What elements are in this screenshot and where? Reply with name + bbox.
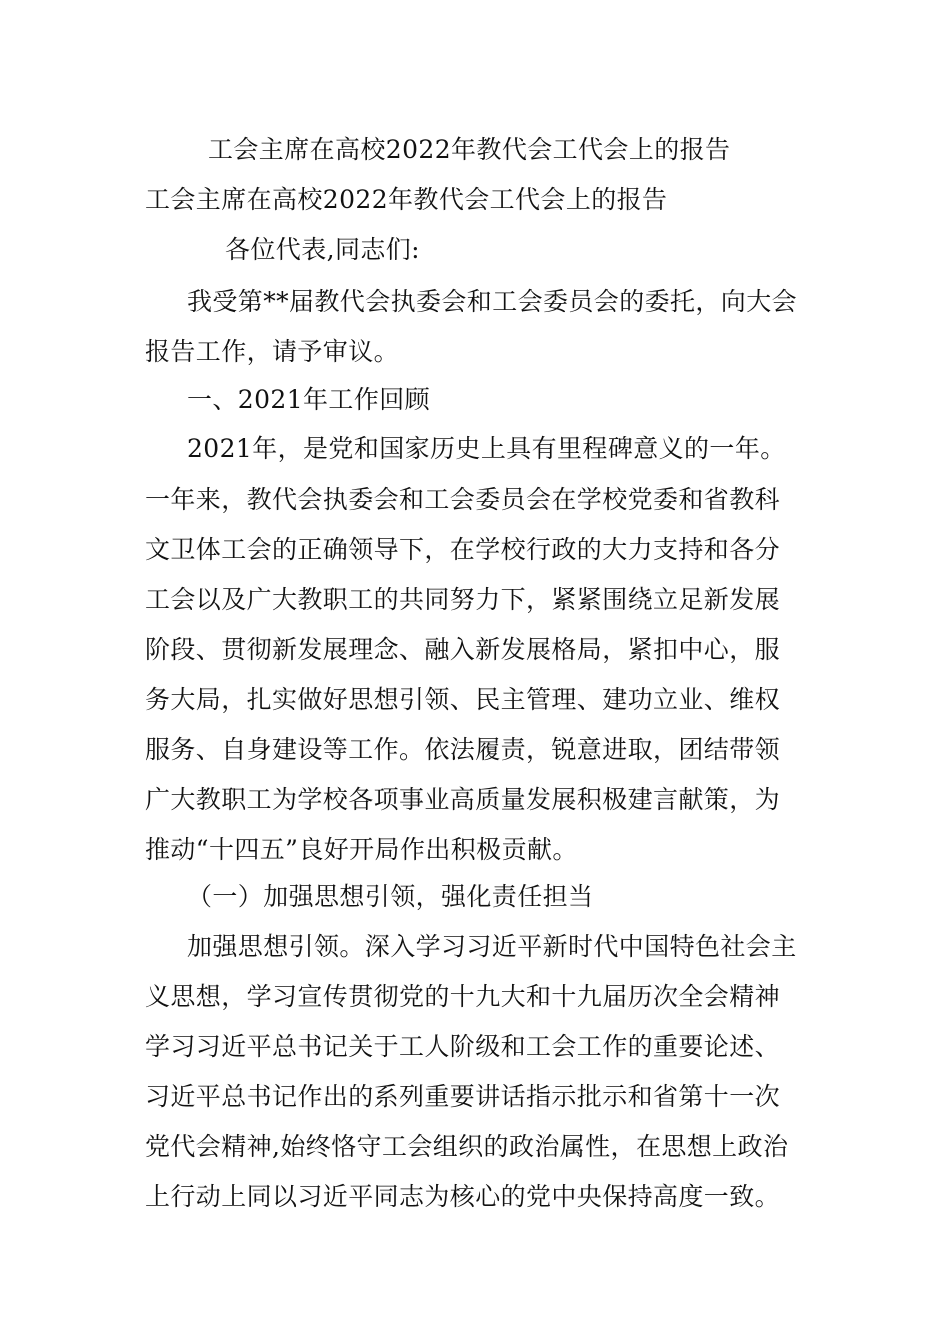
body-line: 工会以及广大教职工的共同努力下，紧紧围绕立足新发展 — [145, 585, 781, 614]
section-heading: 一、2021年工作回顾 — [187, 385, 431, 414]
body-line: 习近平总书记作出的系列重要讲话指示批示和省第十一次 — [145, 1082, 781, 1111]
body-line: 报告工作，请予审议。 — [145, 337, 400, 366]
body-line: 文卫体工会的正确领导下，在学校行政的大力支持和各分 — [145, 535, 781, 564]
body-line: 2021年，是党和国家历史上具有里程碑意义的一年。 — [187, 434, 786, 463]
body-line: 党代会精神,始终恪守工会组织的政治属性，在思想上政治 — [145, 1132, 789, 1161]
body-line: 义思想，学习宣传贯彻党的十九大和十九届历次全会精神 — [145, 982, 781, 1011]
body-line: 推动“十四五”良好开局作出积极贡献。 — [145, 835, 578, 864]
body-line: 我受第**届教代会执委会和工会委员会的委托，向大会 — [187, 287, 798, 316]
body-line: 广大教职工为学校各项事业高质量发展积极建言献策，为 — [145, 785, 781, 814]
body-line: 学习习近平总书记关于工人阶级和工会工作的重要论述、 — [145, 1032, 781, 1061]
document-subheading: 工会主席在高校2022年教代会工代会上的报告 — [145, 185, 668, 214]
body-line: 一年来，教代会执委会和工会委员会在学校党委和省教科 — [145, 485, 781, 514]
body-line: 务大局，扎实做好思想引领、民主管理、建功立业、维权 — [145, 685, 781, 714]
salutation: 各位代表,同志们: — [225, 235, 420, 264]
body-line: 上行动上同以习近平同志为核心的党中央保持高度一致。 — [145, 1182, 781, 1211]
subsection-heading: （一）加强思想引领，强化责任担当 — [187, 882, 594, 911]
body-line: 加强思想引领。深入学习习近平新时代中国特色社会主 — [187, 932, 797, 961]
body-line: 服务、自身建设等工作。依法履责，锐意进取，团结带领 — [145, 735, 781, 764]
body-line: 阶段、贯彻新发展理念、融入新发展格局，紧扣中心，服 — [145, 635, 781, 664]
document-heading: 工会主席在高校2022年教代会工代会上的报告 — [208, 135, 731, 164]
